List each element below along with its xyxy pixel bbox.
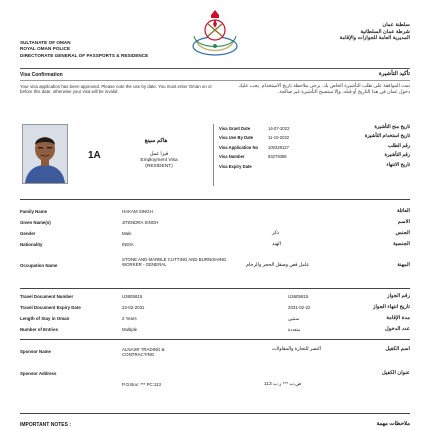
field-label-ar: اسم الكفيل: [385, 346, 410, 352]
important-notes-heading-ar: ملاحظات مهمة: [376, 421, 410, 427]
field-value-ar: عامل قص وصقل الحجر والرخام: [246, 263, 310, 268]
header-line-police-ar: شرطة عمان السلطانية: [360, 28, 410, 35]
field-label: Number of Entries: [20, 327, 59, 332]
header-arabic: [340, 22, 410, 42]
grid-label-ar: رقم التأشيرة: [384, 153, 410, 159]
header-divider: [20, 68, 410, 69]
section-divider: [20, 288, 410, 289]
field-value: 22-02-2031: [122, 305, 145, 310]
field-label-ar: عدد الدخول: [385, 326, 410, 332]
field-label: Sponsor Name: [20, 349, 51, 354]
field-value-secondary: 2031-02-22: [288, 305, 311, 310]
grid-value: 11-10-2022: [268, 135, 290, 141]
field-label: Occupation Name: [20, 263, 58, 268]
grid-label-ar: رقم الطلب: [387, 143, 410, 149]
section-divider: [20, 413, 410, 414]
grid-row: [213, 152, 410, 161]
field-label-ar: رقم الجواز: [387, 293, 410, 299]
field-label: Gender: [20, 231, 36, 236]
visa-kind-en: Employment Visa: [140, 158, 178, 163]
important-notes-heading: IMPORTANT NOTES :: [20, 422, 72, 428]
field-value-ar: النصر للتجارة والمقاولات: [272, 347, 321, 352]
title-divider: [20, 80, 410, 81]
field-label-ar: الجنسية: [393, 241, 410, 247]
document-title-ar: تأكيد التأشيرة: [378, 71, 410, 77]
visa-kind: [118, 152, 200, 170]
header-line-country-ar: سلطنة عمان: [382, 22, 410, 28]
grid-label-ar: تاريخ منح التأشيرة: [374, 125, 410, 130]
field-value: JITENDRA SINGH: [122, 220, 159, 225]
applicant-name-ar: هاكم سينغ: [144, 138, 168, 144]
section-divider: [20, 339, 410, 340]
header-line-directorate: DIRECTORATE GENERAL OF PASSPORTS & RESIDENCE: [20, 52, 149, 58]
field-value-ar: ذكر: [272, 231, 280, 236]
field-value: STONE AND MARBLE CUTTING AND BURNISHING WORKER - GENERAL: [122, 257, 227, 268]
approval-notice-ar: تمت الموافقة على طلب التأشيرة الخاص بك. يرجى ملاحظة تاريخ الاستخدام. يجب عليك دخول عمان في هذا التاريخ أو قبله، وإلا ستصبح التأشيرة غير صالحة.: [238, 84, 410, 95]
header-line-country: SULTANATE OF OMAN: [20, 40, 71, 45]
field-label: Sponsor Address: [20, 371, 57, 376]
field-label: Nationality: [20, 242, 43, 247]
field-value-ar: الهند: [272, 242, 281, 247]
header-line-police: ROYAL OMAN POLICE: [20, 46, 71, 52]
field-value: INDIA: [122, 242, 134, 247]
field-label-ar: عنوان الكفيل: [381, 370, 410, 376]
rop-emblem-icon: [186, 6, 244, 64]
field-value: Male: [122, 231, 132, 236]
grid-label-ar: تاريخ الانتهاء: [386, 162, 410, 168]
field-label-ar: تاريخ انتهاء الجواز: [372, 304, 410, 310]
grid-row: [213, 143, 410, 152]
grid-row: [213, 124, 410, 133]
grid-row: [213, 162, 410, 171]
header-english: [20, 40, 148, 59]
grid-label: Visa Grant Date: [219, 126, 251, 131]
field-value-secondary: U3605815: [288, 294, 309, 299]
section-divider: [20, 199, 410, 200]
field-value-secondary: متعددة: [288, 327, 301, 332]
field-value: 2 Years: [122, 316, 137, 321]
visa-dates-grid: [213, 124, 410, 171]
field-value: P.O.Box: *** PC:113: [122, 382, 161, 387]
grid-row: [213, 133, 410, 142]
field-label-ar: مدة الإقامة: [386, 315, 410, 321]
visa-kind-ar: فيزا عمل: [149, 152, 169, 157]
grid-label: Visa Number: [219, 154, 245, 160]
field-value-ar: ص.ب *** ر.ب 113: [264, 382, 302, 387]
grid-label-ar: تاريخ استخدام التأشيرة: [364, 134, 410, 140]
grid-label: Visa Application No: [219, 144, 259, 150]
visa-kind-resident: (RESIDENT): [145, 164, 173, 169]
field-value: U3605815: [122, 294, 143, 299]
header-line-directorate-ar: المديرية العامة للجوازات والإقامة: [339, 35, 410, 42]
grid-value: 14-07-2022: [268, 126, 290, 131]
field-value: ALNASR TRADING & CONTRACTING: [122, 347, 165, 358]
field-value: HAKAM SINGH: [122, 209, 153, 214]
field-value: Multiple: [122, 327, 138, 332]
grid-value: 100328127: [268, 144, 289, 150]
grid-label: Visa Use By Date: [219, 135, 254, 141]
field-value-secondary: سنتين: [288, 316, 299, 321]
field-label: Given Name(s): [20, 220, 51, 225]
field-label: Travel Document Expiry Date: [20, 305, 81, 310]
visa-type-code: 1A: [88, 150, 101, 161]
field-label: Travel Document Number: [20, 294, 74, 299]
applicant-photo: [22, 124, 68, 184]
field-label: Family Name: [20, 209, 48, 214]
document-title: Visa Confirmation: [20, 72, 63, 78]
field-label: Length of Stay in Oman: [20, 316, 70, 321]
field-label-ar: المهنة: [397, 262, 410, 268]
approval-notice: Your visa application has been approved. Please note the use by date. You must enter Oman on or before this date, otherwise your visa will be invalid.: [20, 84, 212, 95]
field-label-ar: الجنس: [395, 230, 410, 236]
grid-value: 93279388: [268, 154, 287, 160]
field-label-ar: الاسم: [397, 219, 410, 225]
field-label-ar: العائلة: [396, 208, 410, 214]
grid-label: Visa Expiry Date: [219, 163, 252, 169]
